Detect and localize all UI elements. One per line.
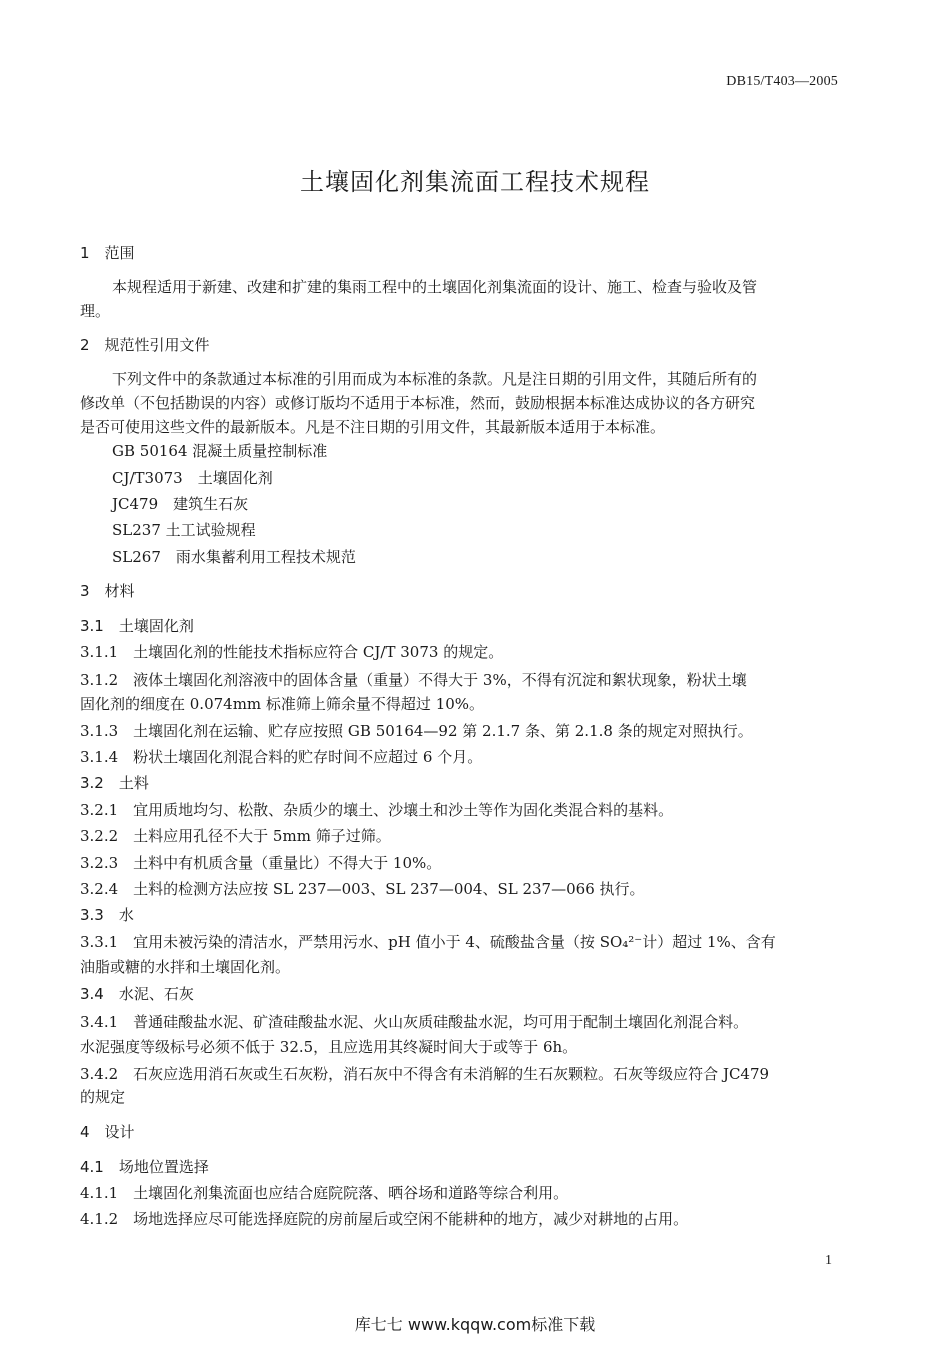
clause-line: 3.2.1 宜用质地均匀、松散、杂质少的壤土、沙壤土和沙土等作为固化类混合料的基料。 bbox=[80, 801, 674, 819]
clause-line: 3.4.1 普通硅酸盐水泥、矿渣硅酸盐水泥、火山灰质硅酸盐水泥，均可用于配制土壤固化剂混合料。 bbox=[80, 1013, 749, 1031]
clause-line: 3.1.2 液体土壤固化剂溶液中的固体含量（重量）不得大于 3%，不得有沉淀和絮状现象，粉状土壤 bbox=[80, 671, 747, 689]
paragraph-line: 修改单（不包括勘误的内容）或修订版均不适用于本标准，然而，鼓励根据本标准达成协议的各方研究 bbox=[80, 394, 756, 412]
clause-line: 3.3.1 宜用未被污染的清洁水，严禁用污水、pH 值小于 4、硫酸盐含量（按 SO₄²⁻计）超过 1%、含有 bbox=[80, 933, 776, 951]
reference-item: GB 50164 混凝土质量控制标准 bbox=[112, 442, 328, 460]
clause-line: 3.1.4 粉状土壤固化剂混合料的贮存时间不应超过 6 个月。 bbox=[80, 748, 483, 766]
clause-line: 水泥强度等级标号必须不低于 32.5，且应选用其终凝时间大于或等于 6h。 bbox=[80, 1038, 578, 1056]
section-heading-design: 4 设计 bbox=[80, 1123, 135, 1141]
footer-watermark: 库七七 www.kqqw.com标准下载 bbox=[354, 1315, 596, 1334]
subsection-heading: 4.1 场地位置选择 bbox=[80, 1158, 209, 1176]
reference-item: SL267 雨水集蓄利用工程技术规范 bbox=[112, 548, 356, 566]
paragraph-line: 是否可使用这些文件的最新版本。凡是不注日期的引用文件，其最新版本适用于本标准。 bbox=[80, 418, 666, 436]
clause-line: 3.1.1 土壤固化剂的性能技术指标应符合 CJ/T 3073 的规定。 bbox=[80, 643, 504, 661]
reference-item: SL237 土工试验规程 bbox=[112, 521, 256, 539]
clause-line: 固化剂的细度在 0.074mm 标准筛上筛余量不得超过 10%。 bbox=[80, 695, 485, 713]
clause-line: 3.2.3 土料中有机质含量（重量比）不得大于 10%。 bbox=[80, 854, 442, 872]
page-number: 1 bbox=[825, 1253, 832, 1268]
clause-line: 3.2.2 土料应用孔径不大于 5mm 筛子过筛。 bbox=[80, 827, 391, 845]
clause-line: 4.1.2 场地选择应尽可能选择庭院的房前屋后或空闲不能耕种的地方，减少对耕地的占用。 bbox=[80, 1210, 689, 1228]
clause-line: 3.1.3 土壤固化剂在运输、贮存应按照 GB 50164—92 第 2.1.7 条、第 2.1.8 条的规定对照执行。 bbox=[80, 722, 753, 740]
paragraph-line: 下列文件中的条款通过本标准的引用而成为本标准的条款。凡是注日期的引用文件，其随后所有的 bbox=[112, 370, 758, 388]
subsection-heading: 3.1 土壤固化剂 bbox=[80, 617, 194, 635]
clause-line: 4.1.1 土壤固化剂集流面也应结合庭院院落、晒谷场和道路等综合利用。 bbox=[80, 1184, 569, 1202]
document-title: 土壤固化剂集流面工程技术规程 bbox=[300, 168, 650, 196]
reference-item: CJ/T3073 土壤固化剂 bbox=[112, 469, 273, 487]
subsection-heading: 3.2 土料 bbox=[80, 774, 149, 792]
clause-line: 的规定 bbox=[80, 1088, 126, 1106]
subsection-heading: 3.3 水 bbox=[80, 906, 134, 924]
reference-item: JC479 建筑生石灰 bbox=[112, 495, 249, 513]
section-heading-materials: 3 材料 bbox=[80, 582, 135, 600]
clause-line: 油脂或糖的水拌和土壤固化剂。 bbox=[80, 958, 291, 976]
subsection-heading: 3.4 水泥、石灰 bbox=[80, 985, 194, 1003]
section-heading-scope: 1 范围 bbox=[80, 244, 135, 262]
paragraph-line: 理。 bbox=[80, 302, 111, 320]
standard-code: DB15/T403—2005 bbox=[726, 74, 838, 89]
paragraph-line: 本规程适用于新建、改建和扩建的集雨工程中的土壤固化剂集流面的设计、施工、检查与验收及管 bbox=[112, 278, 758, 296]
clause-line: 3.4.2 石灰应选用消石灰或生石灰粉，消石灰中不得含有未消解的生石灰颗粒。石灰等级应符合 JC479 bbox=[80, 1065, 770, 1083]
clause-line: 3.2.4 土料的检测方法应按 SL 237—003、SL 237—004、SL 237—066 执行。 bbox=[80, 880, 645, 898]
section-heading-references: 2 规范性引用文件 bbox=[80, 336, 210, 354]
